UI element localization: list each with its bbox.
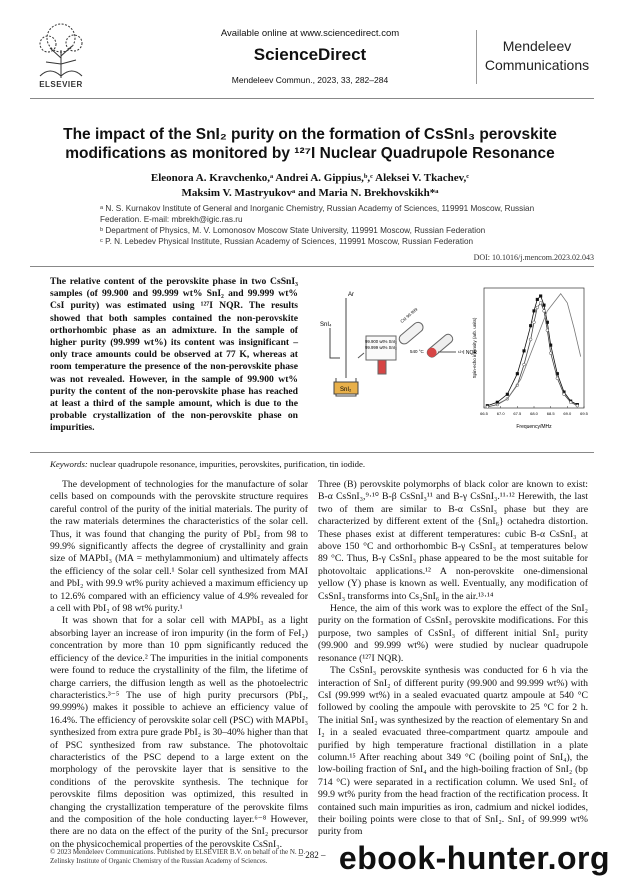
csi-label: CsI 99.999 <box>399 306 419 324</box>
series-line-2 <box>494 294 581 406</box>
body-right-column <box>318 479 588 839</box>
plot-ticks <box>480 406 588 416</box>
temp-label: 540 °C <box>410 349 424 354</box>
data-point <box>486 405 489 408</box>
body-left-column <box>50 479 308 851</box>
x-axis-label: Frequency/MHz <box>516 424 552 430</box>
nqr-label: ¹²⁷I NQR <box>458 350 478 356</box>
data-point <box>539 301 542 304</box>
abstract-top-rule <box>30 266 594 267</box>
x-tick-label: 69.0 <box>563 411 572 416</box>
abstract-bottom-rule <box>30 452 594 453</box>
keywords <box>50 459 590 469</box>
body-paragraph: The development of technologies for the manufacture of solar cells based on compounds with the perovskite structure requires careful control of the purity of the initial materials. The purity of the raw materials determines the characteristics of the solar cell. Thus, it was found that changing the purity of PbI₂ from 98 to 99.9% significantly affects the degree of crystallinity and grain size of MAPbI₃ (MA = methylammonium) and ultimately affects the efficiency of the solar cell.¹ Solar cell synthesized from MAI and PbI₂ with 99.9 wt% purity achieved a maximum efficiency up to 12.6% compared with an efficiency value of 4.9% revealed for a cell with PbI₂ of 98 wt% purity.¹ <box>50 479 308 615</box>
abstract-text: The relative content of the perovskite phase in two CsSnI₃ samples (of 99.900 and 99.999 wt% SnI₂ and 99.999 wt% CsI purity) was estimated using ¹²⁷I NQR. The results showed that both samples contained the non-perovskite orthorhombic phase as an admixture. In the sample of higher purity (99.999 wt%) its content was insignificant – only trace amounts could be observed at 77 K, whereas at room temperature the presence of the non-perovskite phase was not revealed. However, in the sample of 99.900 wt% purity the content of the non-perovskite phase has reached at least a third of the sample amount, which is due to the probable crystallization of the non-perovskite phase on impurities. <box>50 276 298 434</box>
data-point <box>556 377 559 380</box>
sni2-label: SnI₂ <box>340 387 352 393</box>
y-axis-label: Spin-echo intensity (arb. units) <box>472 317 477 379</box>
data-point <box>563 393 566 396</box>
data-point <box>516 372 519 375</box>
data-point <box>546 329 549 332</box>
body-paragraph: Three (B) perovskite polymorphs of black color are known to exist: B-α CsSnI₃,⁹·¹⁰ B-β CsSnI₃¹¹ and B-γ CsSnI₃.¹¹·¹² Herewith, the last two of them are similar to B-α CsSnI₃ phase but they are characterized by different extent of the {SnI₆} octahedra distortion. These phases exist at different temperatures: cubic B-α CsSnI₃ at above 150 °C and orthorhombic B-γ CsSnI₃ at temperatures below 89 °C. Thus, B-γ CsSnI₃ phase appeared to be the most suitable for photovoltaic applications.¹² A non-perovskite one-dimensional yellow (Y) phase is known as well. Eventually, any modification of CsSnI₃ transforms into Cs₂SnI₆ in the air.¹³·¹⁴ <box>318 479 588 602</box>
sciencedirect-brand[interactable]: ScienceDirect <box>253 45 367 64</box>
data-point <box>523 350 526 353</box>
plot-frame <box>484 288 584 408</box>
affiliation-a: ᵃ N. S. Kurnakov Institute of General and Inorganic Chemistry, Russian Academy of Sciences, 119991 Moscow, Russian Federation. E-mail: mbrekh@igic.ras.ru <box>100 204 535 224</box>
journal-citation: Mendeleev Commun., 2023, 33, 282–284 <box>231 75 389 85</box>
data-point <box>543 304 546 307</box>
graphical-abstract <box>318 278 588 448</box>
publisher-name: ELSEVIER <box>39 80 83 89</box>
data-point <box>576 404 579 407</box>
available-online: Available online at www.sciencedirect.com <box>220 28 400 39</box>
copyright-note: © 2023 Mendeleev Communications. Published by ELSEVIER B.V. on behalf of the N. D. Zelinsky Institute of Organic Chemistry of the Russian Academy of Sciences. <box>50 848 306 865</box>
elsevier-tree-logo <box>30 18 92 80</box>
vial-label-2: 99.999 wt% SnI₂ <box>365 345 397 350</box>
authors-line1: Eleonora A. Kravchenko,ᵃ Andrei A. Gippius,ᵇ,ᶜ Aleksei V. Tkachev,ᶜ <box>150 172 470 184</box>
plot-marks <box>486 294 581 409</box>
page-number: – 282 – <box>298 850 326 860</box>
authors-line2: Maksim V. Mastryukovᵃ and Maria N. Brekhovskikh*ᵃ <box>181 187 439 199</box>
data-point <box>533 321 536 324</box>
series-line-0 <box>487 296 577 406</box>
journal-name-line1: Mendeleev <box>502 38 572 54</box>
data-point <box>536 306 539 309</box>
data-point <box>523 363 526 366</box>
data-point <box>533 310 536 313</box>
keywords-label: Keywords: <box>50 459 88 469</box>
header-rule <box>30 98 594 99</box>
body-paragraph: The CsSnI₃ perovskite synthesis was conducted for 6 h via the interaction of SnI₂ of different purity (99.900 and 99.999 wt%) with CsI (99.999 wt%) in a sealed evacuated quartz ampoule at 540 °C followed by cooling the ampoule with perovskite to 25 °C for 2 h. The initial SnI₂ was synthesized by the reaction of elementary Sn and I₂ in a sealed evacuated three-compartment quartz ampoule and purified by high temperature fractional distillation in a plate column.¹⁵ After reaching about 349 °C (boiling point of SnI₄), the low-boiling fraction of SnI₄ and the high-boiling fraction of SnI₂ (bp 714 °C) were separated in a rectification column. We used SnI₂ of 99.9 wt% purity from the head fraction of the rectification process. It contained such main impurities as iron, cadmium and nickel iodides, their boiling points were close to that of SnI₂. SnI₂ of 99.999 wt% purity from <box>318 665 588 838</box>
data-point <box>506 393 509 396</box>
vial-label-1: 99.900 wt% SnI₂ <box>365 339 397 344</box>
data-point <box>529 338 532 341</box>
x-tick-label: 68.0 <box>530 411 538 416</box>
data-point <box>539 295 542 298</box>
data-point <box>569 401 572 404</box>
affiliation-b: ᵇ Department of Physics, M. V. Lomonosov Moscow State University, 119991 Moscow, Russian Federation <box>100 226 486 235</box>
x-tick-label: 67.5 <box>513 411 522 416</box>
data-point <box>529 324 532 327</box>
data-point <box>549 352 552 355</box>
ar-label: Ar <box>348 292 354 298</box>
body-paragraph: It was shown that for a solar cell with MAPbI₃ as a light absorbing layer an increase of iron impurity (in the form of FeI₂) concentration by more than 10 ppm significantly reduced the efficiency of the device.² The impurities in the initial components were found to reduce the crystallinity of the film, the lifetime of charge carriers, the diffusion length as well as the photoelectric characteristics.³⁻⁵ The use of high purity precursors (PbI₂, 99.999%) makes it possible to achieve an efficiency value of 16.4%. The efficiency of perovskite solar cell (PSC) with MAPbI₃ synthesized from extra pure grade PbI₂ is 30–40% higher than that of PSC synthesized from raw substance. The photovoltaic characteristics of the PSC depend to a large extent on the morphology of the perovskite layer that is sensitive to the conditions of the perovskite synthesis. The technique for perovskite films deposition was optimized, this resulted in changing the crystallization temperature of the perovskite films and the composition of the hole conducting layer.⁶⁻⁸ However, there are no data on the effect of the purity of the SnI₂ precursor on the physicochemical properties of the perovskite CsSnI₃. <box>50 615 308 850</box>
journal-name-line2: Communications <box>484 57 590 73</box>
x-tick-label: 69.5 <box>580 411 588 416</box>
x-tick-label: 67.0 <box>496 411 505 416</box>
data-point <box>536 298 539 301</box>
doi-link[interactable]: DOI: 10.1016/j.mencom.2023.02.043 <box>473 253 594 262</box>
affiliation-c: ᶜ P. N. Lebedev Physical Institute, Russian Academy of Sciences, 119991 Moscow, Russian Federation <box>100 237 474 246</box>
watermark: ebook-hunter.org <box>338 840 610 876</box>
article-title: The impact of the SnI₂ purity on the formation of CsSnI₃ perovskite modifications as monitored by ¹²⁷I Nuclear Quadrupole Resonance <box>63 126 557 162</box>
data-point <box>543 309 546 312</box>
sni4-label: SnI₄ <box>320 322 332 328</box>
x-tick-label: 66.5 <box>480 411 488 416</box>
keywords-text: nuclear quadrupole resonance, impurities, perovskites, purification, tin iodide. <box>90 459 366 469</box>
body-paragraph: Hence, the aim of this work was to explore the effect of the SnI₂ purity on the formation of CsSnI₃ perovskite modifications. For this purpose, two samples of CsSnI₃ of different initial SnI₂ purity (99.900 and 99.999 wt%) were studied by nuclear quadrupole resonance (¹²⁷I NQR). <box>318 603 588 664</box>
x-tick-label: 68.5 <box>546 411 555 416</box>
